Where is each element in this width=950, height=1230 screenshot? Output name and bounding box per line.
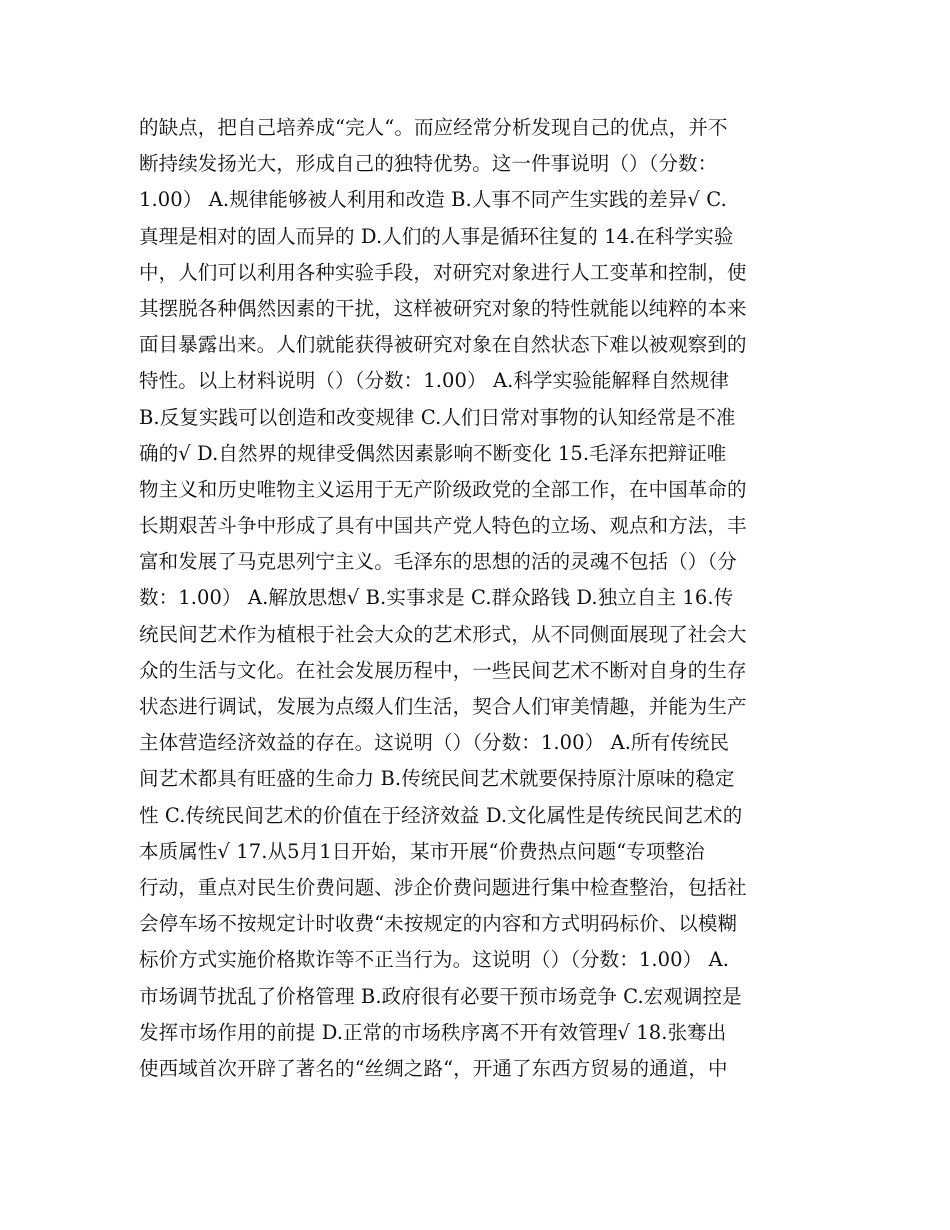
text-line: 长期艰苦斗争中形成了具有中国共产党人特色的立场、观点和方法，丰 (139, 514, 747, 538)
text-line: 物主义和历史唯物主义运用于无产阶级政党的全部工作，在中国革命的 (139, 477, 747, 501)
text-line: 其摆脱各种偶然因素的干扰，这样被研究对象的特性就能以纯粹的本来 (139, 296, 747, 320)
text-line: B.反复实践可以创造和改变规律 C.人们日常对事物的认知经常是不准 (139, 405, 736, 429)
text-line: 间艺术都具有旺盛的生命力 B.传统民间艺术就要保持原汁原味的稳定 (139, 767, 735, 791)
text-line: 使西域首次开辟了著名的“丝绸之路“，开通了东西方贸易的通道，中 (139, 1056, 728, 1080)
text-line: 发挥市场作用的前提 D.正常的市场秩序离不开有效管理√ 18.张骞出 (139, 1020, 727, 1044)
text-line: 断持续发扬光大，形成自己的独特优势。这一件事说明（）（分数： (139, 152, 718, 176)
text-line: 真理是相对的固人而异的 D.人们的人事是循环往复的 14.在科学实验 (139, 224, 734, 248)
text-line: 市场调节扰乱了价格管理 B.政府很有必要干预市场竞争 C.宏观调控是 (139, 984, 742, 1008)
text-line: 的缺点，把自己培养成“完人“。而应经常分析发现自己的优点，并不 (139, 116, 728, 139)
text-line: 确的√ D.自然界的规律受偶然因素影响不断变化 15.毛泽东把辩证唯 (139, 441, 727, 465)
text-line: 性 C.传统民间艺术的价值在于经济效益 D.文化属性是传统民间艺术的 (139, 803, 743, 827)
text-line: 会停车场不按规定计时收费“未按规定的内容和方式明码标价、以模糊 (139, 912, 738, 936)
text-line: 本质属性√ 17.从5月1日开始，某市开展“价费热点问题“专项整治 (139, 839, 705, 863)
text-line: 中，人们可以利用各种实验手段，对研究对象进行人工变革和控制，使 (139, 260, 747, 284)
text-line: 标价方式实施价格欺诈等不正当行为。这说明（）（分数：1.00） A. (139, 948, 730, 972)
text-line: 统民间艺术作为植根于社会大众的艺术形式，从不同侧面展现了社会大 (139, 622, 747, 646)
text-line: 行动，重点对民生价费问题、涉企价费问题进行集中检查整治，包括社 (139, 875, 747, 899)
text-line: 面目暴露出来。人们就能获得被研究对象在自然状态下难以被观察到的 (139, 333, 747, 357)
text-line: 状态进行调试，发展为点缀人们生活，契合人们审美情趣，并能为生产 (139, 695, 747, 718)
text-line: 1.00） A.规律能够被人利用和改造 B.人事不同产生实践的差异√ C. (139, 188, 727, 212)
text-line: 数：1.00） A.解放思想√ B.实事求是 C.群众路钱 D.独立自主 16.传 (139, 586, 734, 610)
text-line: 特性。以上材料说明（）（分数：1.00） A.科学实验能解释自然规律 (139, 369, 730, 393)
text-line: 主体营造经济效益的存在。这说明（）（分数：1.00） A.所有传统民 (139, 731, 730, 755)
text-line: 众的生活与文化。在社会发展历程中，一些民间艺术不断对自身的生存 (139, 658, 747, 682)
text-line: 富和发展了马克思列宁主义。毛泽东的思想的活的灵魂不包括（）（分 (139, 550, 737, 574)
document-body (139, 110, 819, 1087)
